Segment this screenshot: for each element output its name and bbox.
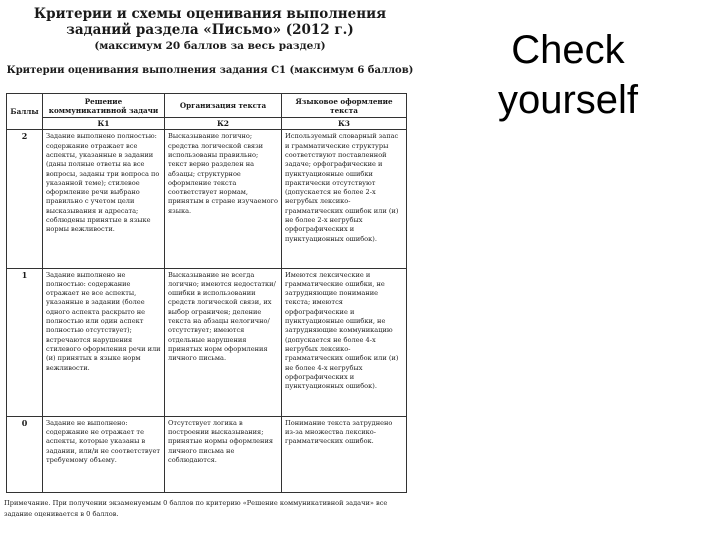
- k3-cell: Имеются лексические и грамматические ошибки, не затрудняющие понимание текста; имеются орфографические и пунктуационные ошибки, не затрудняющие коммуникацию (допускается не более 4-х негрубых лексико-грамматических ошибок или (и) не более 4-х негрубых орфографических и пунктуационных ошибок).: [282, 268, 407, 416]
- slide-caption: Check yourself: [497, 28, 639, 122]
- k1-cell: Задание выполнено полностью: содержание отражает все аспекты, указанные в задании (даны полные ответы на все вопросы, заданы три вопроса по указанной теме); стилевое оформление речи выбрано правильно с учетом цели высказывания и адресата; соблюдены принятые в языке нормы вежливости.: [43, 130, 165, 268]
- criteria-table: [6, 93, 407, 493]
- section-max-points: (максимум 20 баллов за весь раздел): [94, 40, 326, 52]
- score-cell: 2: [7, 130, 43, 268]
- k3-cell: Понимание текста затруднено из-за множества лексико-грамматических ошибок.: [282, 416, 407, 492]
- document-title: Критерии и схемы оценивания выполнения заданий раздела «Письмо» (2012 г.): [33, 6, 387, 38]
- score-cell: 0: [7, 416, 43, 492]
- points-header: Баллы: [7, 94, 43, 130]
- criteria-code-row: [7, 118, 407, 130]
- table-row: [7, 130, 407, 268]
- k1-code: К1: [43, 118, 165, 130]
- k2-cell: Высказывание логично; средства логической связи использованы правильно; текст верно разделен на абзацы; структурное оформление текста соответствует нормам, принятым в стране изучаемого языка.: [165, 130, 282, 268]
- footnote: Примечание. При получении экзаменуемым 0 баллов по критерию «Решение коммуникативной задачи» все задание оценивается в 0 баллов.: [4, 499, 388, 518]
- k1-header: Решение коммуникативной задачи: [43, 94, 165, 118]
- k3-cell: Используемый словарный запас и грамматические структуры соответствуют поставленной задаче; орфографические и пунктуационные ошибки практически отсутствуют (допускается не более 2-х негрубых лексико-грамматических ошибок или (и) не более 2-х негрубых орфографических и пунктуационных ошибок).: [282, 130, 407, 268]
- k1-cell: Задание не выполнено: содержание не отражает те аспекты, которые указаны в задании, или/и не соответствует требуемому объему.: [43, 416, 165, 492]
- k2-code: К2: [165, 118, 282, 130]
- score-cell: 1: [7, 268, 43, 416]
- table-row: [7, 268, 407, 416]
- table-row: [7, 416, 407, 492]
- table-title: Критерии оценивания выполнения задания С1 (максимум 6 баллов): [6, 65, 414, 76]
- k2-cell: Отсутствует логика в построении высказывания; принятые нормы оформления личного письма не соблюдаются.: [165, 416, 282, 492]
- k1-cell: Задание выполнено не полностью: содержание отражает не все аспекты, указанные в задании (более одного аспекта раскрыто не полностью или один аспект полностью отсутствует); встречаются нарушения стилевого оформления речи или (и) принятых в языке норм вежливости.: [43, 268, 165, 416]
- k3-code: К3: [282, 118, 407, 130]
- k2-header: Организация текста: [165, 94, 282, 118]
- k2-cell: Высказывание не всегда логично; имеются недостатки/ошибки в использовании средств логической связи, их выбор ограничен; деление текста на абзацы нелогично/отсутствует; имеются отдельные нарушения принятых норм оформления личного письма.: [165, 268, 282, 416]
- header-row: [7, 94, 407, 118]
- k3-header: Языковое оформление текста: [282, 94, 407, 118]
